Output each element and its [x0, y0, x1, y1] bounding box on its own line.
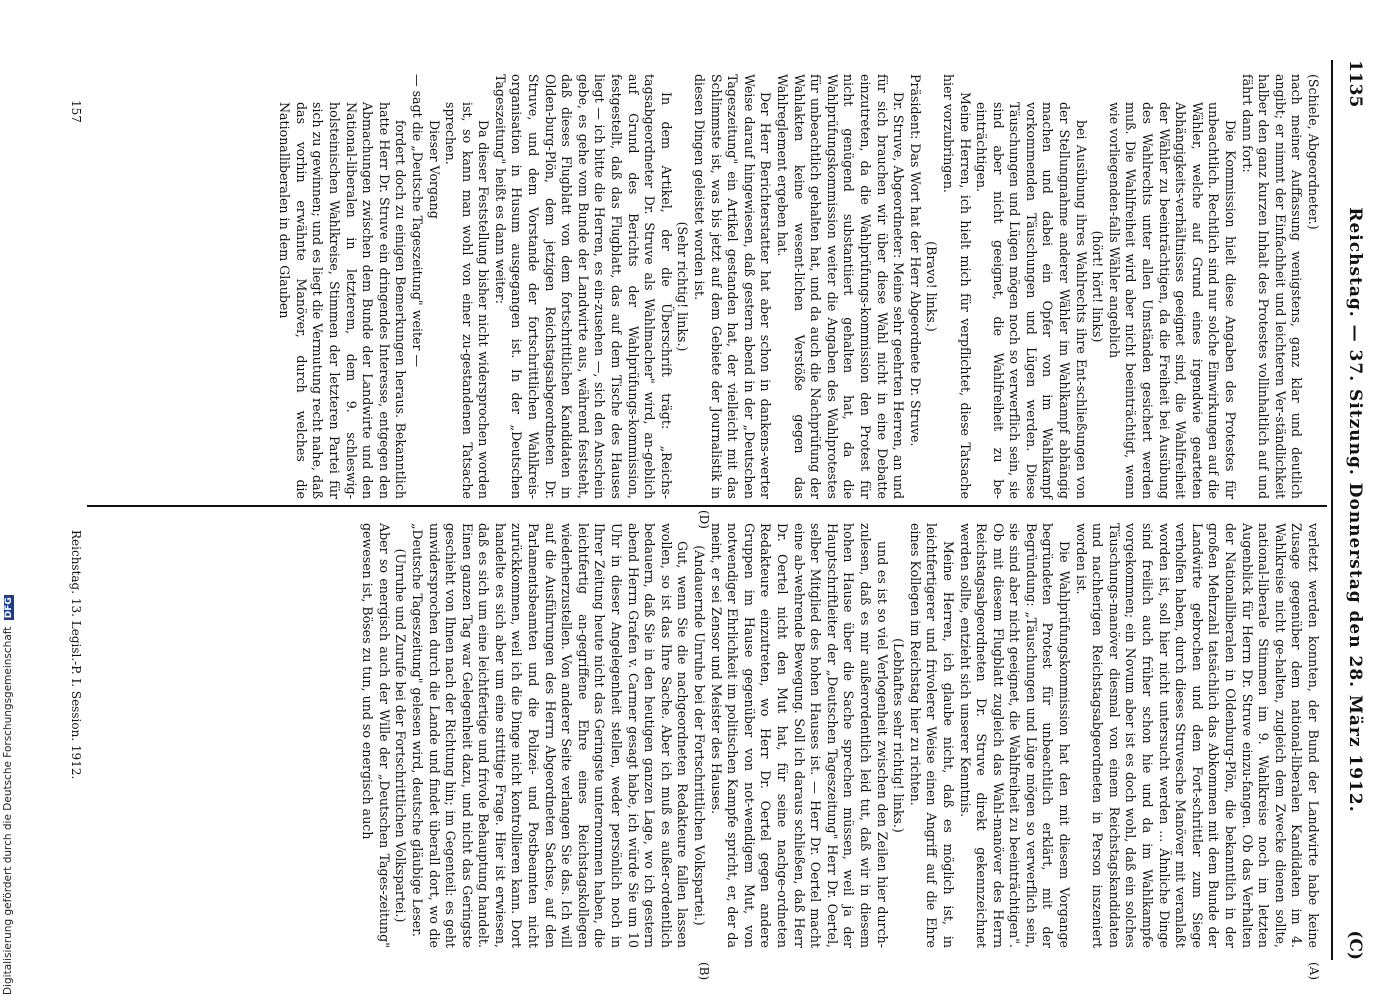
- paragraph: In dem Artikel, der die Überschrift trägt: „Reichs-tagsabgeordneter Dr. Struve als Wahlmacher" wird, an-geblich auf Grund des Berichts der Wahlprüfungs-kommission, festgestellt, daß das Flugblatt, das auf dem Tische des Hauses liegt — ich bitte die Herren, es ein-zusehen —, sich den Anschein gebe, es gehe vom Bunde der Landwirte aus, während feststeht, daß dieses Flugblatt von dem fortschrittlichen Kandidaten in Olden-burg-Plön, dem jetzigen Reichstagsabgeordneten Dr. Struve, und dem Vorstande der fortschrittlichen Wahlkreis-organisation in Husum ausgegangen ist. In der „Deutschen Tageszeitung" heißt es dann weiter:: [492, 74, 674, 499]
- page-header: [1339, 60, 1365, 960]
- margin-marker-d: (D): [697, 510, 711, 529]
- paragraph: fordert doch zu einigen Bemerkungen heraus. Bekanntlich hatte Herr Dr. Struve ein dringendes Interesse, entgegen den Abmachungen zwischen dem Bunde der Landwirte und den National-liberalen in letzterem, dem 9. schleswig-holsteinischen Wahlkreise, Stimmen der letzteren Partei für sich zu gewinnen; und es liegt die Vermutung recht nahe, daß das vorhin erwähnte Manöver, durch welches die Nationalliberalen in dem Glauben: [277, 102, 409, 499]
- margin-marker-b: (B): [697, 962, 711, 981]
- paragraph: Meine Herren, ich glaube nicht, daß es möglich ist, in leichtfertigerer und frivolerer Weise einen Angriff auf die Ehre eines Kollegen im Reichstag hier zu richten.: [907, 523, 956, 948]
- paragraph: Die Wahlprüfungskommission hat den mit diesem Vorgange begründeten Protest für unbeachtlich erklärt, mit der Begründung: „Täuschungen und Lüge mögen so verwerflich sein, sie sind aber nicht geeignet, die Wahlfreiheit zu beeinträchtigen". Ob mit diesem Flugblatt zugleich das Wahl-manöver des Herrn Reichstagsabgeordneten Dr. Struve direkt gekennzeichnet werden sollte, entzieht sich unserer Kenntnis.: [957, 523, 1073, 948]
- digitization-sidebar: [0, 0, 20, 1000]
- paragraph: nach meiner Auffassung wenigstens, ganz klar und deutlich angibt; er nimmt der Einfachheit und leichteren Ver-ständlichkeit halber den ganz kurzen Inhalt des Protestes vollinhaltlich auf und fährt dann fort:: [1239, 74, 1305, 499]
- paragraph: und es ist so viel Verlogenheit zwischen den Zeilen hier durch-zulesen, daß es mir außerordentlich leid tut, daß wir in diesem hohen Hause über die Sache sprechen müssen, weil ja der Hauptschriftleiter der „Deutschen Tageszeitung" Herr Dr. Oertel, selber Mitglied des hohen Hauses ist. — Herr Dr. Oertel macht eine ab-wehrende Bewegung. Soll ich daraus schließen, daß Herr Dr. Oertel nicht den Mut hat, für seine nachge-ordneten Redakteure einzutreten, wo Herr Dr. Oertel gegen andere Gruppen im Hause gegenüber von not-wendigem Mut, von notwendiger Ehrlichkeit im politischen Kampfe spricht, er, der da meint, er sei Zensor und Meister des Hauses.: [708, 523, 890, 948]
- dfg-logo: DFG: [4, 597, 14, 619]
- paragraph: bei Ausübung ihres Wahlrechts ihre Ent-schließungen von der Stellungnahme anderer Wähler im Wahlkampf abhängig machen und dabei ein Opfer von im Wahlkampf vorkommenden Täuschungen und Lügen werden. Diese Täuschungen und Lügen mögen noch so verwerflich sein, sie sind aber nicht geeignet, die Wahlfreiheit zu be-einträchtigen.: [974, 102, 1089, 499]
- signature-number: 157: [69, 100, 83, 123]
- left-text-column: [276, 74, 1321, 499]
- margin-marker-a: (A): [1307, 962, 1321, 981]
- paragraph: (Lebhaftes sehr richtig! links.): [891, 638, 907, 833]
- header-rule: [1331, 60, 1333, 960]
- paragraph: (Schiele, Abgeordneter.): [1306, 74, 1321, 230]
- running-title: Reichstag. — 37. Sitzung. Donnerstag den 28. März 1912.: [1345, 207, 1365, 813]
- paragraph: (Bravo! links.): [924, 241, 940, 332]
- paragraph: (Sehr richtig! links.): [675, 221, 691, 352]
- footer-session-info: Reichstag. 13. Legisl.-P. I. Session. 1912.: [69, 530, 83, 780]
- column-divider: [87, 505, 1327, 507]
- right-text-column: [359, 523, 1321, 948]
- paragraph: Dr. Struve, Abgeordneter: Meine sehr geehrten Herren, an und für sich brauchen wir über diese Wahl nicht in eine Debatte einzutreten, da die Wahlprüfungs-kommission den Protest für nicht genügend substantiiert gehalten hat, da die Wahlprüfungskommission weiter die Angaben des Wahlprotestes für unbeachtlich gehalten hat, und da auch die Nachprüfung der Wahlakten keine wesent-lichen Verstöße gegen das Wahlreglement ergeben hat.: [775, 74, 907, 499]
- paragraph: (Andauernde Unruhe bei der Fortschrittlichen Volkspartei.): [692, 545, 708, 926]
- paragraph: Aber so energisch auch der Wille der „Deutschen Tages-zeitung" gewesen ist, Böses zu tun, und so energisch auch: [360, 523, 392, 948]
- digitization-credit: Digitalisierung gefördert durch die Deutsche Forschungsgemeinschaft: [2, 626, 14, 995]
- paragraph: Der Herr Berichterstatter hat aber schon in dankens-werter Weise darauf hingewiesen, daß gestern abend in der „Deutschen Tageszeitung" ein Artikel gestanden hat, der vielleicht mit das Schlimmste ist, was bis jetzt auf dem Gebiete der Journalistik in diesen Dingen geleistet worden ist.: [692, 74, 774, 499]
- paragraph: verletzt werden konnten, der Bund der Landwirte habe keine Zusage gegenüber dem national-liberalen Kandidaten im 4. Wahlkreise nicht ge-halten, zugleich dem Zwecke dienen sollte, national-liberale Stimmen im 9. Wahlkreise noch im letzten Augenblick für Herrn Dr. Struve einzu-fangen. Ob das Verhalten der Nationalliberalen in Oldenburg-Plön, die bekanntlich in der großen Mehrzahl tatsächlich das Abkommen mit dem Bunde der Landwirte gebrochen und dem Fort-schrittler zum Siege verholfen haben, durch dieses Struvesche Manöver mit veranlaßt worden ist, soll hier nicht untersucht werden ... Ähnliche Dinge sind freilich auch früher schon hie und da im Wahlkampfe vorgekommen; ein Novum aber ist es doch wohl, daß ein solches Täuschungs-manöver diesmal von einem Reichstagskandidaten und nachherigen Reichstagsabgeordneten in Person inszeniert worden ist.: [1073, 523, 1321, 948]
- paragraph: Gut, wenn Sie die nachgeordneten Redakteure fallen lassen wollen, so ist das Ihre Sache. Aber ich muß es außer-ordentlich bedauern, daß Sie in den heutigen ganzen Lage, wo ich gestern abend Herrn Grafen v. Carmer gesagt habe, ich würde Sie um 10 Uhr in dieser Angelegenheit stellen, weder persönlich noch in Ihrer Zeitung heute nicht das Geringste unternommen haben, die leichtfertig an-gegriffene Ehre eines Reichstagskollegen wiederherzustellen. Von anderer Seite verlangen Sie das. Ich will auf die Ausführungen des Herrn Abgeordneten Sachse, auf den Parlamentsbeamten und die Polizei- und Postbeamten nicht zurückkommen, weil ich die Dinge nicht kontrollieren kann. Dort handelte es sich aber um eine strittige Frage. Hier ist erwiesen, daß es sich um eine leichtfertige und frivole Behauptung handelt. Einen ganzen Tag war Gelegenheit dazu, und nicht das Geringste geschieht von Ihnen nach der Richtung hin; im Gegenteil: es geht unwidersprochen durch die Lande und findet überall dort, wo die „Deutsche Tageszeitung" gelesen wird, deutsche gläubige Leser.: [409, 523, 691, 948]
- paragraph: (Unruhe und Zurufe bei der Fortschrittlichen Volkspartei.): [393, 548, 409, 923]
- paragraph: Die Kommission hielt diese Angaben des Protestes für unbeachtlich. Rechtlich sind nur solche Einwirkungen auf die Wähler, welche auf Grund eines irgendwie gearteten Abhängigkeits-verhältnisses geeignet sind, die Wahlfreiheit der Wähler zu beeinträchtigen, da die Freiheit bei Ausübung des Wahlrechts unter allen Umständen gesichert werden muß. Die Wahlfreiheit wird aber nicht beeinträchtigt, wenn wie vorliegenden-falls Wähler angeblich: [1106, 102, 1239, 499]
- paragraph: Präsident: Das Wort hat der Herr Abgeordnete Dr. Struve.: [907, 74, 923, 447]
- margin-marker-c: (C): [1345, 930, 1365, 960]
- paragraph: Da dieser Feststellung bisher nicht widersprochen worden ist, so kann man wohl von einer zu-gestandenen Tatsache sprechen.: [443, 102, 492, 499]
- page-number: 1135: [1345, 60, 1365, 108]
- paragraph: Meine Herren, ich hielt mich für verpflichtet, diese Tatsache hier vorzubringen.: [940, 74, 973, 499]
- paragraph: Dieser Vorgang: [426, 120, 442, 219]
- paragraph: — sagt die „Deutsche Tageszeitung" weiter —: [409, 74, 425, 368]
- paragraph: (hört! hört! links): [1090, 230, 1106, 343]
